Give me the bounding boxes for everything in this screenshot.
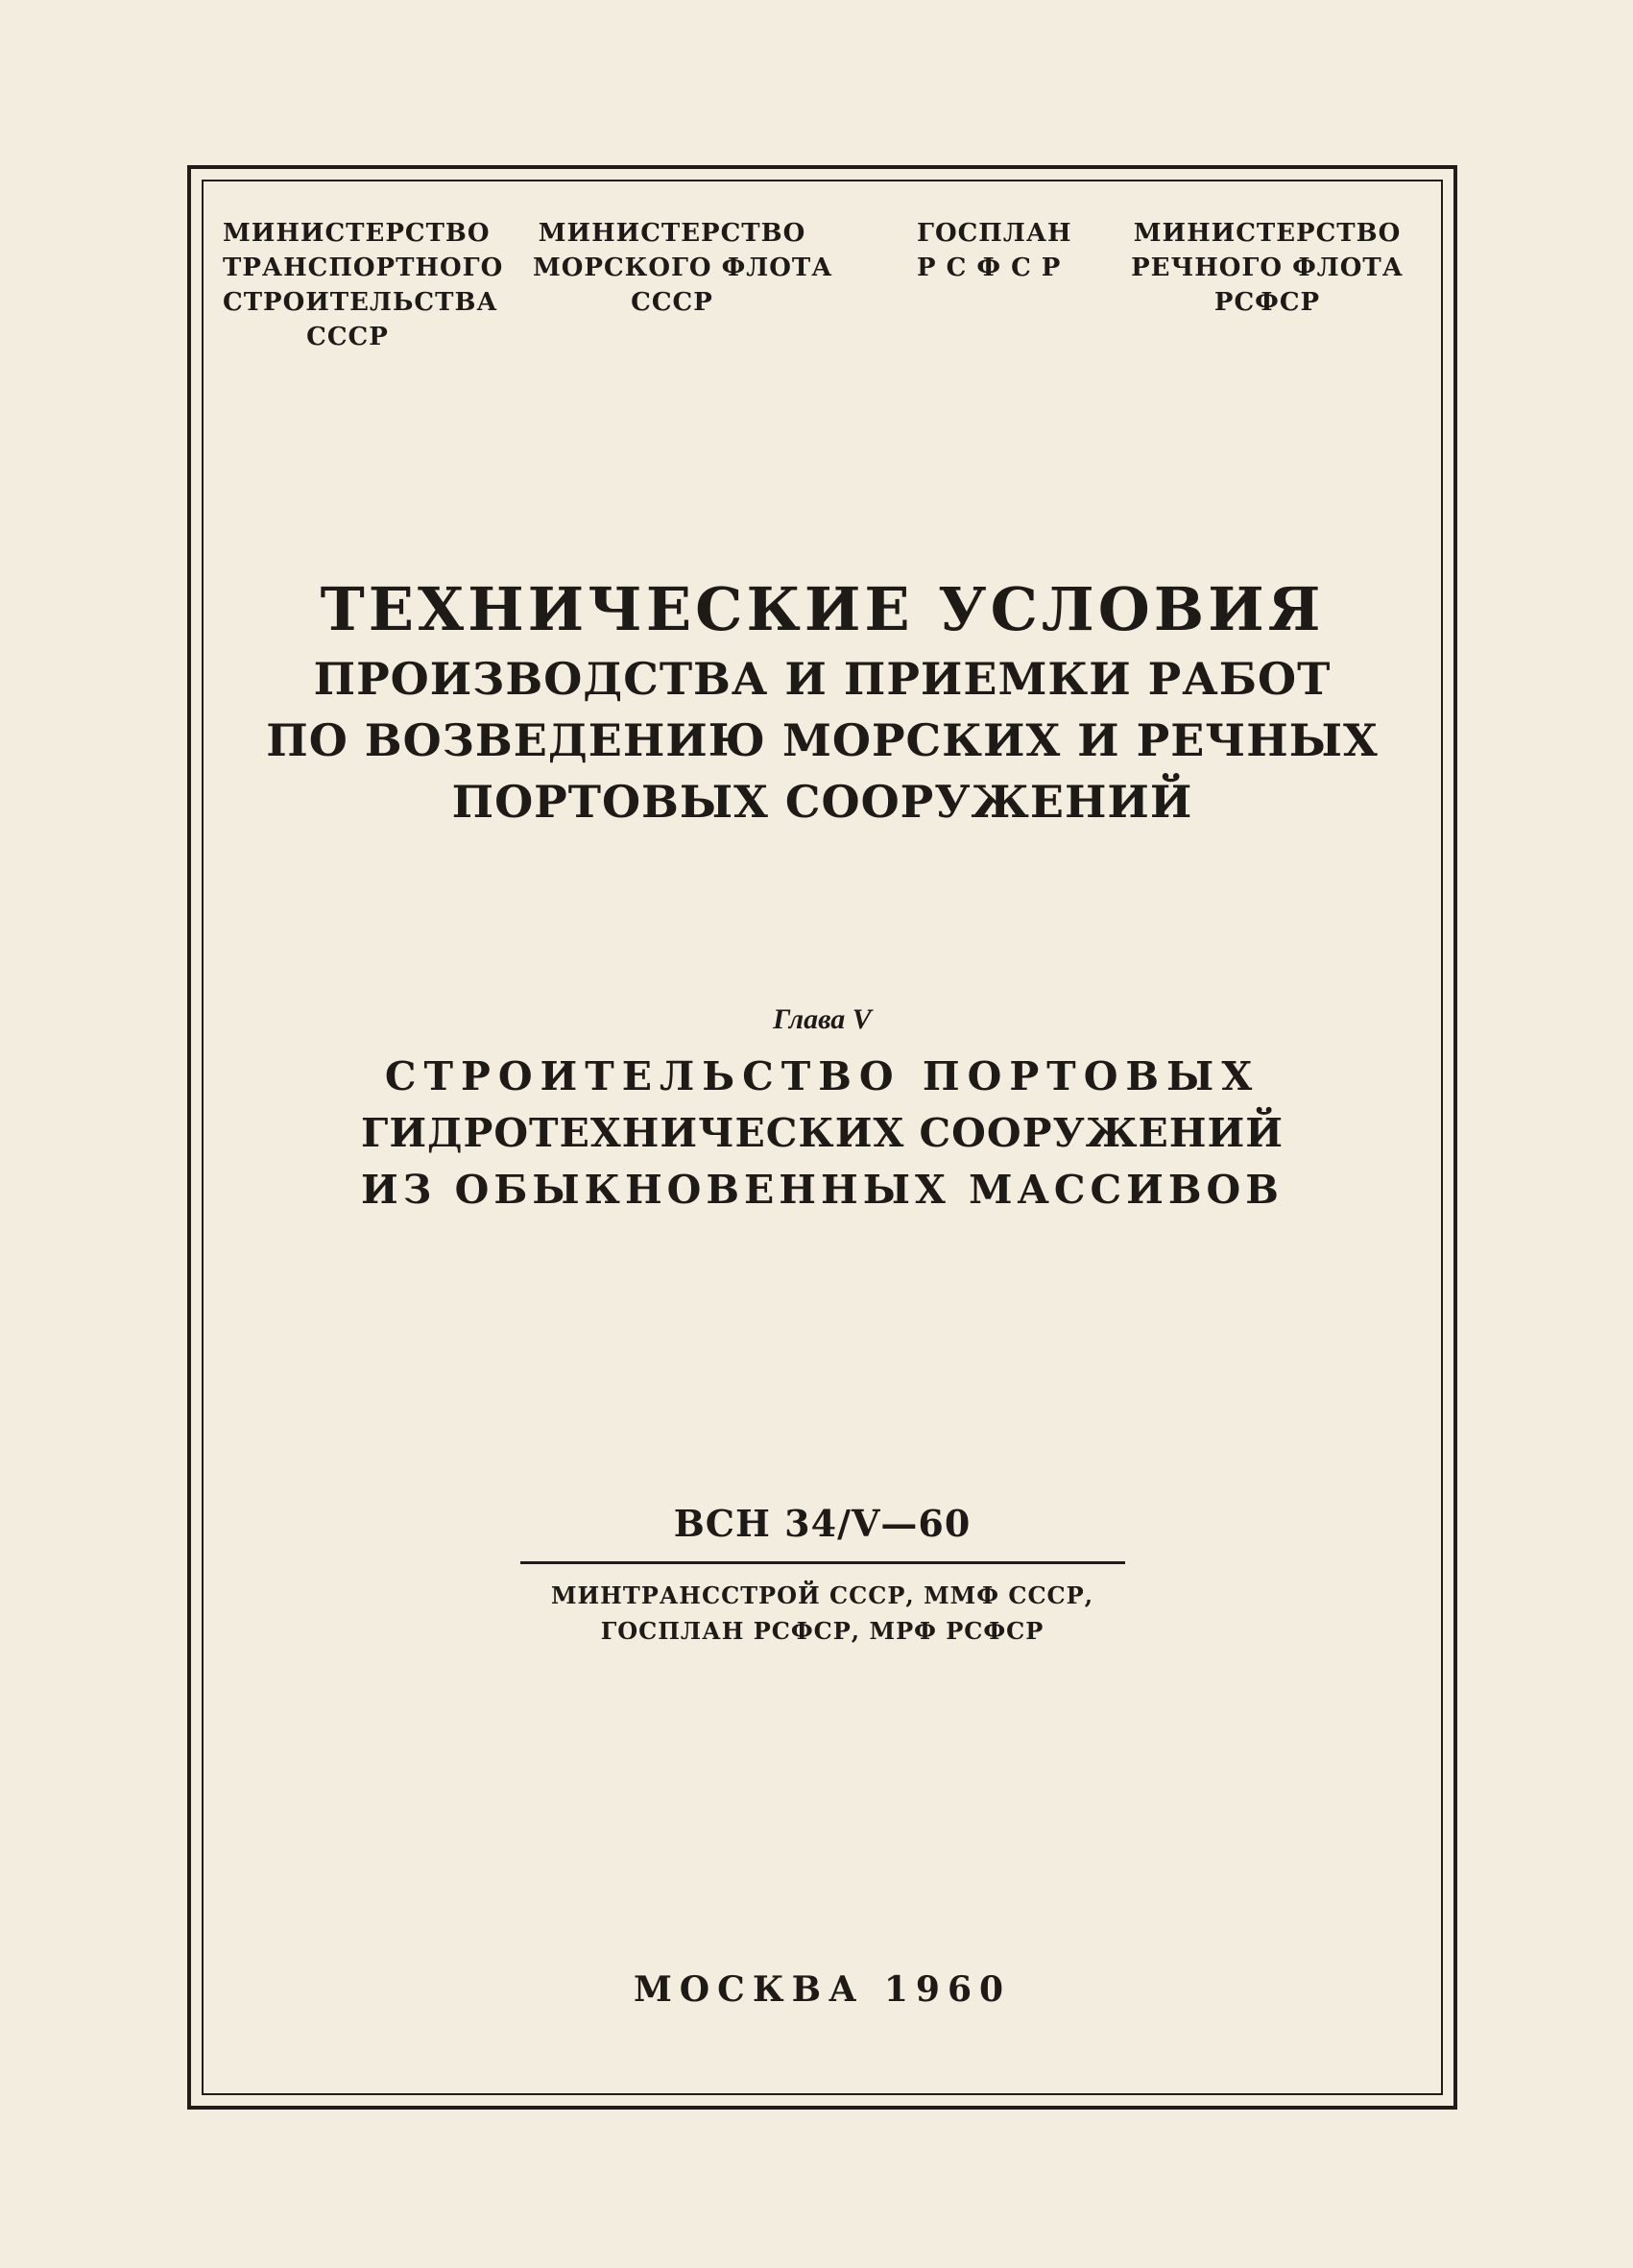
issuer-line: ГОСПЛАН: [917, 219, 1072, 248]
issuer-line: МИНИСТЕРСТВО: [223, 219, 491, 248]
issuer-line: ТРАНСПОРТНОГО: [223, 253, 504, 282]
title-page: [202, 180, 1443, 2095]
chapter-heading: [202, 1001, 1443, 1218]
issuer-line: Р С Ф С Р: [917, 253, 1062, 282]
chapter-title-line: ИЗ ОБЫКНОВЕННЫХ МАССИВОВ: [361, 1167, 1284, 1213]
imprint-city-year: МОСКВА 1960: [633, 1969, 1012, 2010]
issuer-line: РЕЧНОГО ФЛОТА: [1131, 253, 1404, 282]
approving-bodies-line: МИНТРАНССТРОЙ СССР, ММФ СССР,: [550, 1581, 1094, 1609]
title-subline: ПОРТОВЫХ СООРУЖЕНИЙ: [451, 776, 1193, 828]
issuer-line: РСФСР: [1213, 288, 1321, 317]
issuer-line: МИНИСТЕРСТВО: [1133, 219, 1402, 248]
issuer-ministry-river-fleet: [1123, 216, 1411, 320]
issuer-line: СССР: [631, 288, 713, 317]
title-main: ТЕХНИЧЕСКИЕ УСЛОВИЯ: [320, 574, 1325, 644]
issuer-ministry-transport-construction: [223, 216, 504, 354]
issuer-line: СТРОИТЕЛЬСТВА: [223, 288, 498, 317]
chapter-label: Глава V: [773, 1003, 872, 1035]
title-subline: ПО ВОЗВЕДЕНИЮ МОРСКИХ И РЕЧНЫХ: [266, 714, 1379, 766]
issuer-gosplan: [917, 216, 1072, 285]
standard-code: ВСН 34/V—60: [673, 1502, 972, 1545]
issuer-line: МИНИСТЕРСТВО: [538, 219, 806, 248]
issuer-ministry-marine-fleet: [533, 216, 833, 320]
chapter-title-line: СТРОИТЕЛЬСТВО ПОРТОВЫХ: [384, 1053, 1261, 1099]
issuer-line: МОРСКОГО ФЛОТА: [533, 253, 833, 282]
issuing-organizations: [202, 216, 1443, 370]
approving-bodies-line: ГОСПЛАН РСФСР, МРФ РСФСР: [600, 1617, 1045, 1645]
standard-code-block: [202, 1498, 1443, 1649]
issuer-line: СССР: [306, 323, 389, 351]
divider-rule: [520, 1561, 1125, 1564]
title-subline: ПРОИЗВОДСТВА И ПРИЕМКИ РАБОТ: [313, 653, 1332, 705]
chapter-title-line: ГИДРОТЕХНИЧЕСКИХ СООРУЖЕНИЙ: [361, 1110, 1284, 1156]
document-title: [202, 571, 1443, 832]
